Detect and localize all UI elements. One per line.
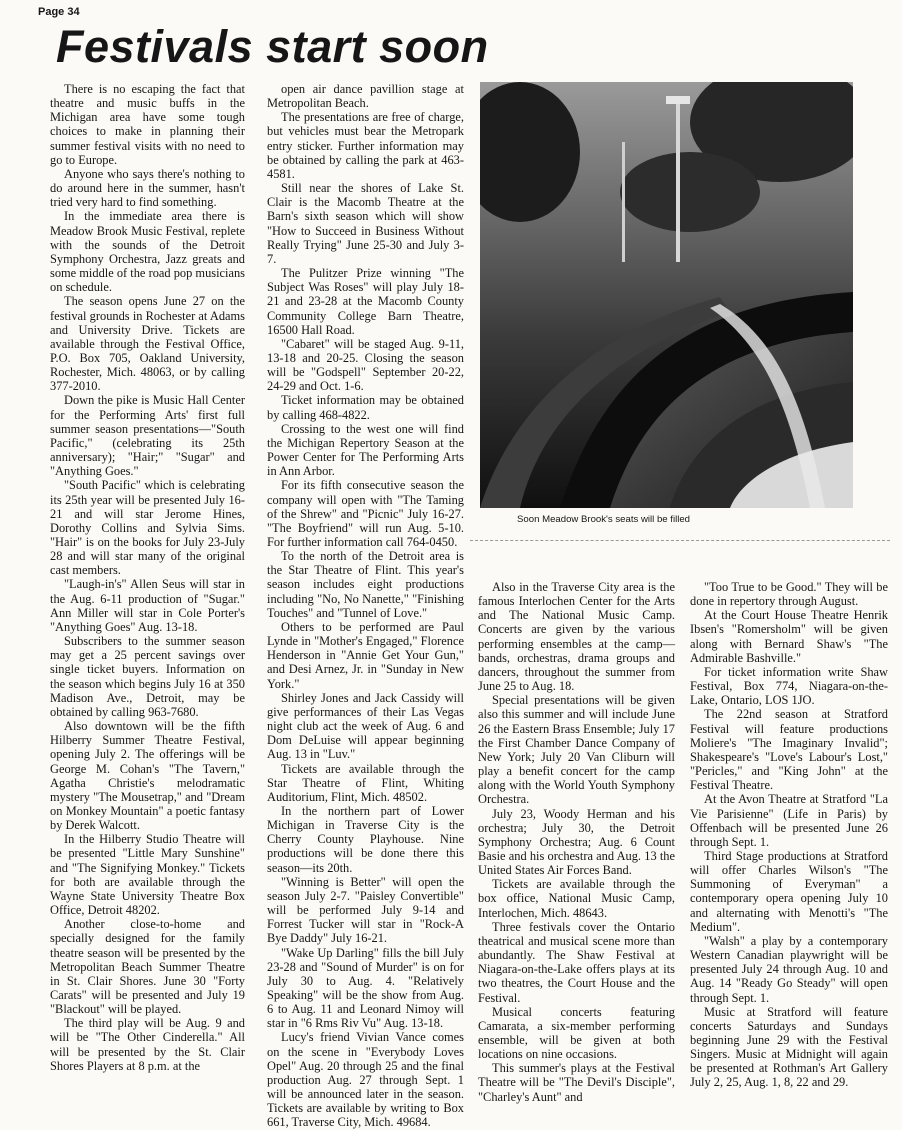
article-paragraph: In the Hilberry Studio Theatre will be presented "Little Mary Sunshine" and "The Signifying Monkey." Tickets for both are available through the Wayne State University Theatre Box Office, Detroit 48202. bbox=[50, 832, 245, 918]
article-paragraph: July 23, Woody Herman and his orchestra; July 30, the Detroit Symphony Orchestra; Aug. 6 Count Basie and his orchestra and Aug. 13 the United States Air Forces Band. bbox=[478, 806, 675, 878]
article-paragraph: open air dance pavillion stage at Metropolitan Beach. bbox=[267, 82, 464, 111]
article-paragraph: Third Stage productions at Stratford will offer Charles Wilson's "The Summoning of Everyman" a contemporary opera opening July 10 and alternating with Menotti's "The Medium". bbox=[690, 848, 888, 934]
article-paragraph: For ticket information write Shaw Festival, Box 774, Niagara-on-the-Lake, Ontario, LOS 1JO. bbox=[690, 664, 888, 708]
article-paragraph: Special presentations will be given also this summer and will include June 26 the Eastern Brass Ensemble; July 17 the First Chamber Dance Company of New York; July 20 Van Cliburn will play a benefit concert for the camp along with the World Youth Symphony Orchestra. bbox=[478, 693, 675, 807]
article-paragraph: Subscribers to the summer season may get a 25 percent savings over single ticket buyers. Information on the season which begins July 16 at 350 Madison Ave., Detroit, may be obtained by calling 963-7680. bbox=[50, 634, 245, 719]
article-paragraph: Music at Stratford will feature concerts Saturdays and Sundays beginning June 29 with the Festival Singers. Music at Midnight will again be presented at Rothman's Art Gallery July 2, 25, Aug. 1, 8, 22 and 29. bbox=[690, 1004, 888, 1090]
amphitheater-photo bbox=[480, 82, 853, 508]
article-paragraph: The Pulitzer Prize winning "The Subject Was Roses" will play July 18-21 and 23-28 at the Macomb County Community College Barn Theatre, 16500 Hall Road. bbox=[267, 266, 464, 337]
article-paragraph: Lucy's friend Vivian Vance comes on the scene in "Everybody Loves Opel" Aug. 20 through 25 and the final production Aug. 27 through Sept. 1 will be announced later in the season. Tickets are available by writing to Box 661, Traverse City, Mich. 49684. bbox=[267, 1030, 464, 1130]
article-paragraph: At the Court House Theatre Henrik Ibsen's "Romersholm" will be given along with Bernard Shaw's "The Admirable Bashville." bbox=[690, 608, 888, 665]
photo-of-amphitheater-seats-icon bbox=[480, 82, 853, 508]
article-paragraph: Three festivals cover the Ontario theatrical and musical scene more than abundantly. The Shaw Festival at Niagara-on-the-Lake offers plays at its two theatres, the Court House and the Festival. bbox=[478, 919, 675, 1005]
article-paragraph: Another close-to-home and specially designed for the family theatre season will be presented by the Metropolitan Beach Summer Theatre in St. Clair Shores. June 30 "Forty Carats" will be presented and July 19 "Blackout" will be played. bbox=[50, 917, 245, 1017]
article-column-3 bbox=[478, 580, 675, 1104]
article-paragraph: For its fifth consecutive season the company will open with "The Taming of the Shrew" and "Picnic" July 16-27. "The Boyfriend" will run Aug. 5-10. For further information call 764-0450. bbox=[267, 478, 464, 549]
article-paragraph: Anyone who says there's nothing to do around here in the summer, hasn't tried very hard to find something. bbox=[50, 166, 245, 210]
article-paragraph: "Laugh-in's" Allen Seus will star in the Aug. 6-11 production of "Sugar." Ann Miller will star in Cole Porter's "Anything Goes" Aug. 13-18. bbox=[50, 577, 245, 634]
article-paragraph: At the Avon Theatre at Stratford "La Vie Parisienne" (Life in Paris) by Offenbach will be presented June 26 through Sept. 1. bbox=[690, 792, 888, 849]
article-column-1 bbox=[50, 82, 245, 1073]
article-paragraph: There is no escaping the fact that theatre and music buffs in the Michigan area have some tough choices to make in planning their summer festival visits with no need to go to Europe. bbox=[50, 82, 245, 167]
article-paragraph: Shirley Jones and Jack Cassidy will give performances of their Las Vegas night club act the week of Aug. 6 and Dom DeLuise will appear beginning Aug. 13 in "Luv." bbox=[267, 690, 464, 762]
article-paragraph: Tickets are available through the box office, National Music Camp, Interlochen, Mich. 48643. bbox=[478, 877, 675, 920]
article-paragraph: Tickets are available through the Star Theatre of Flint, Whiting Auditorium, Flint, Mich. 48502. bbox=[267, 761, 464, 804]
article-paragraph: The season opens June 27 on the festival grounds in Rochester at Adams and University Drive. Tickets are available through the Festival Office, P.O. Box 705, Oakland University, Rochester, Mich. 48063, or by calling 377-2010. bbox=[50, 294, 245, 394]
headline: Festivals start soon bbox=[56, 21, 489, 72]
section-divider bbox=[470, 540, 890, 541]
article-column-2 bbox=[267, 82, 464, 1130]
article-paragraph: "Cabaret" will be staged Aug. 9-11, 13-18 and 20-25. Closing the season will be "Godspell" September 20-22, 24-29 and Oct. 1-6. bbox=[267, 336, 464, 394]
article-paragraph: "Too True to be Good." They will be done in repertory through August. bbox=[690, 580, 888, 609]
article-paragraph: "South Pacific" which is celebrating its 25th year will be presented July 16-21 and will star Jerome Hines, Dorothy Collins and Sylvia Sims. "Hair" is on the books for July 23-July 28 and will star many of the original cast members. bbox=[50, 478, 245, 578]
article-paragraph: "Winning is Better" will open the season July 2-7. "Paisley Convertible" will be performed July 9-14 and Forrest Tucker will star in "Rock-A Bye Daddy" July 16-21. bbox=[267, 874, 464, 946]
article-paragraph: "Walsh" a play by a contemporary Western Canadian playwright will be presented July 24 through Aug. 10 and Aug. 14 "Ready Go Steady" will open through Sept. 1. bbox=[690, 933, 888, 1005]
photo-caption: Soon Meadow Brook's seats will be filled bbox=[517, 514, 691, 525]
article-paragraph: The 22nd season at Stratford Festival will feature productions Moliere's "The Imaginary Invalid"; Shakespeare's "Love's Labour's Lost," "Pericles," and "King John" at the Festival Theatre. bbox=[690, 707, 888, 793]
article-paragraph: "Wake Up Darling" fills the bill July 23-28 and "Sound of Murder" is on for July 30 to Aug. 4. "Relatively Speaking" will be the show from Aug. 6 to Aug. 11 and Leonard Nimoy will star in "6 Rms Riv Vu" Aug. 13-18. bbox=[267, 945, 464, 1031]
article-paragraph: To the north of the Detroit area is the Star Theatre of Flint. This year's season includes eight productions including "No, No Nanette," "Finishing Touches" and "Tunnel of Love." bbox=[267, 549, 464, 620]
article-paragraph: The third play will be Aug. 9 and will be "The Other Cinderella." All will be presented by the St. Clair Shores Players at 8 p.m. at the bbox=[50, 1016, 245, 1073]
article-paragraph: Ticket information may be obtained by calling 468-4822. bbox=[267, 393, 464, 422]
article-paragraph: The presentations are free of charge, but vehicles must bear the Metropark entry sticker. Further information may be obtained by calling the park at 463-4581. bbox=[267, 110, 464, 181]
article-paragraph: Also downtown will be the fifth Hilberry Summer Theatre Festival, opening July 2. The offerings will be George M. Cohan's "The Tavern," Agatha Christie's melodramatic mystery "The Mousetrap," and "Dream on Monkey Mountain" a poetic fantasy by Derek Walcott. bbox=[50, 719, 245, 833]
article-paragraph: This summer's plays at the Festival Theatre will be "The Devil's Disciple", "Charley's Aunt" and bbox=[478, 1061, 675, 1104]
article-paragraph: Musical concerts featuring Camarata, a six-member performing ensemble, will be given at both locations on nine occasions. bbox=[478, 1004, 675, 1062]
article-paragraph: In the northern part of Lower Michigan in Traverse City is the Cherry County Playhouse. Nine productions will be done there this season—its 20th. bbox=[267, 803, 464, 875]
article-paragraph: Also in the Traverse City area is the famous Interlochen Center for the Arts and The National Music Camp. Concerts are given by the various performing ensembles at the camp—bands, orchestras, drama groups and dancers, throughout the summer from June 25 to Aug. 18. bbox=[478, 580, 675, 694]
article-paragraph: Down the pike is Music Hall Center for the Performing Arts' first full summer season presentations—"South Pacific," (celebrating its 25th anniversary); "Hair;" "Sugar" and "Anything Goes." bbox=[50, 393, 245, 479]
article-paragraph: Others to be performed are Paul Lynde in "Mother's Engaged," Florence Henderson in "Annie Get Your Gun," and Desi Arnez, Jr. in "Sunday in New York." bbox=[267, 619, 464, 691]
article-paragraph: In the immediate area there is Meadow Brook Music Festival, replete with the sounds of the Detroit Symphony Orchestra, Jazz greats and some middle of the road pop musicians on schedule. bbox=[50, 209, 245, 295]
article-paragraph: Crossing to the west one will find the Michigan Repertory Season at the Power Center for The Performing Arts in Ann Arbor. bbox=[267, 421, 464, 479]
article-paragraph: Still near the shores of Lake St. Clair is the Macomb Theatre at the Barn's sixth season which will show "How to Succeed in Business Without Really Trying" June 25-30 and July 3-7. bbox=[267, 181, 464, 266]
page-number: Page 34 bbox=[38, 6, 80, 18]
article-column-4 bbox=[690, 580, 888, 1090]
